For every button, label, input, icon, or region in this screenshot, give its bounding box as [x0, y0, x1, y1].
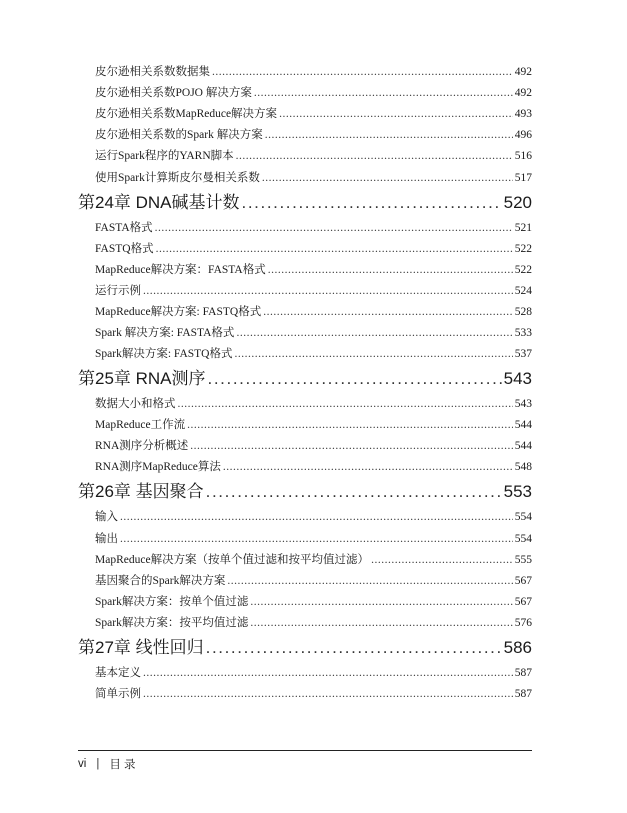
toc-entry[interactable]	[95, 417, 532, 433]
toc-entry[interactable]	[95, 346, 532, 362]
entry-title: Spark 解决方案: FASTA格式	[95, 327, 235, 339]
toc-entry[interactable]	[95, 64, 532, 80]
page-footer	[78, 756, 136, 772]
leader-dots	[227, 573, 512, 589]
page-number: 555	[514, 553, 532, 566]
entry-title: MapReduce工作流	[95, 419, 186, 432]
leader-dots	[143, 686, 513, 702]
leader-dots	[187, 417, 513, 433]
leader-dots	[190, 438, 512, 454]
toc-entry[interactable]	[95, 241, 532, 257]
chapter-title: 第24章 DNA碱基计数	[78, 192, 240, 212]
page-number: 586	[503, 637, 532, 657]
page-number: 544	[514, 419, 532, 432]
page-number: 492	[514, 66, 532, 78]
toc-entry[interactable]	[95, 325, 532, 341]
leader-dots	[208, 367, 502, 391]
toc-entry[interactable]	[95, 438, 532, 454]
leader-dots	[143, 283, 513, 299]
page-number: 543	[503, 369, 532, 389]
toc-entry[interactable]	[95, 686, 532, 702]
toc-entry[interactable]	[95, 396, 532, 412]
entry-title: Spark解决方案：按单个值过滤	[95, 595, 249, 608]
leader-dots	[234, 346, 512, 362]
toc-entry[interactable]	[95, 127, 532, 143]
page-number: 544	[514, 440, 532, 453]
entry-title: 基本定义	[95, 666, 141, 679]
entry-title: 数据大小和格式	[95, 398, 176, 411]
page-number: 554	[514, 532, 532, 545]
entry-title: FASTQ格式	[95, 242, 154, 255]
leader-dots	[250, 615, 512, 631]
entry-title: 皮尔逊相关系数数据集	[95, 66, 210, 78]
leader-dots	[268, 262, 513, 278]
leader-dots	[178, 396, 513, 412]
toc-entry[interactable]	[95, 283, 532, 299]
entry-title: MapReduce解决方案：FASTA格式	[95, 263, 266, 276]
page-number: 554	[514, 511, 532, 524]
page-number: 587	[514, 666, 532, 679]
entry-title: 运行示例	[95, 284, 141, 297]
leader-dots	[262, 170, 513, 186]
toc-entry[interactable]	[95, 85, 532, 101]
toc-chapter[interactable]	[78, 191, 532, 215]
leader-dots	[236, 148, 513, 164]
leader-dots	[155, 220, 513, 236]
leader-dots	[371, 552, 513, 568]
chapter-title: 第27章 线性回归	[78, 637, 204, 657]
entry-title: 基因聚合的Spark解决方案	[95, 574, 226, 587]
page-number: 524	[514, 284, 532, 297]
entry-title: RNA测序分析概述	[95, 440, 189, 453]
toc-entry[interactable]	[95, 459, 532, 475]
page-number: 496	[514, 129, 532, 142]
leader-dots	[250, 594, 512, 610]
entry-title: 运行Spark程序的YARN脚本	[95, 150, 234, 163]
leader-dots	[156, 241, 513, 257]
toc-entry[interactable]	[95, 594, 532, 610]
page-number: 567	[514, 595, 532, 608]
toc-chapter[interactable]	[78, 367, 532, 391]
footer-page-number: vi	[78, 758, 87, 770]
entry-title: MapReduce解决方案（按单个值过滤和按平均值过滤）	[95, 553, 370, 566]
toc-entry[interactable]	[95, 170, 532, 186]
leader-dots	[279, 106, 513, 122]
leader-dots	[120, 509, 513, 525]
toc-entry[interactable]	[95, 509, 532, 525]
entry-title: MapReduce解决方案: FASTQ格式	[95, 305, 262, 318]
toc-entry[interactable]	[95, 615, 532, 631]
leader-dots	[143, 665, 513, 681]
footer-section-title: 目 录	[109, 759, 136, 771]
page-number: 520	[503, 192, 532, 212]
leader-dots	[236, 325, 512, 341]
leader-dots	[206, 480, 502, 504]
page-number: 517	[514, 171, 532, 184]
leader-dots	[223, 459, 513, 475]
entry-title: Spark解决方案：按平均值过滤	[95, 616, 249, 629]
entry-title: 皮尔逊相关系数POJO 解决方案	[95, 87, 252, 100]
leader-dots	[242, 191, 502, 215]
toc-entry[interactable]	[95, 552, 532, 568]
page-number: 516	[514, 150, 532, 163]
leader-dots	[265, 127, 513, 143]
page-number: 548	[514, 461, 532, 474]
page-number: 587	[514, 688, 532, 700]
page-number: 533	[514, 327, 532, 339]
toc-entry[interactable]	[95, 148, 532, 164]
page-number: 522	[514, 263, 532, 276]
page-number: 576	[514, 616, 532, 629]
toc-chapter[interactable]	[78, 480, 532, 504]
toc-entry[interactable]	[95, 106, 532, 122]
page-number: 553	[503, 482, 532, 502]
page-number: 521	[514, 221, 532, 234]
entry-title: FASTA格式	[95, 221, 153, 234]
toc-entry[interactable]	[95, 531, 532, 547]
page-number: 528	[514, 305, 532, 318]
page-number: 543	[514, 398, 532, 411]
entry-title: RNA测序MapReduce算法	[95, 461, 221, 474]
footer-separator: |	[96, 758, 100, 770]
leader-dots	[120, 531, 513, 547]
footer-rule	[78, 750, 532, 751]
page-number: 567	[514, 574, 532, 587]
chapter-title: 第26章 基因聚合	[78, 482, 204, 502]
entry-title: 简单示例	[95, 688, 141, 700]
toc-entry[interactable]	[95, 573, 532, 589]
page-number: 522	[514, 242, 532, 255]
page-number: 493	[514, 108, 532, 121]
toc-entry[interactable]	[95, 220, 532, 236]
page-number: 492	[514, 87, 532, 100]
leader-dots	[206, 636, 502, 660]
entry-title: 皮尔逊相关系数MapReduce解决方案	[95, 108, 278, 121]
page-number: 537	[514, 348, 532, 361]
toc-entry[interactable]	[95, 262, 532, 278]
leader-dots	[254, 85, 513, 101]
leader-dots	[212, 64, 513, 80]
toc-chapter[interactable]	[78, 636, 532, 660]
leader-dots	[263, 304, 513, 320]
chapter-title: 第25章 RNA测序	[78, 369, 206, 389]
entry-title: 输入	[95, 511, 118, 524]
entry-title: 使用Spark计算斯皮尔曼相关系数	[95, 171, 260, 184]
entry-title: 皮尔逊相关系数的Spark 解决方案	[95, 129, 263, 142]
toc-entry[interactable]	[95, 665, 532, 681]
entry-title: 输出	[95, 532, 118, 545]
entry-title: Spark解决方案: FASTQ格式	[95, 348, 233, 361]
toc-entry[interactable]	[95, 304, 532, 320]
